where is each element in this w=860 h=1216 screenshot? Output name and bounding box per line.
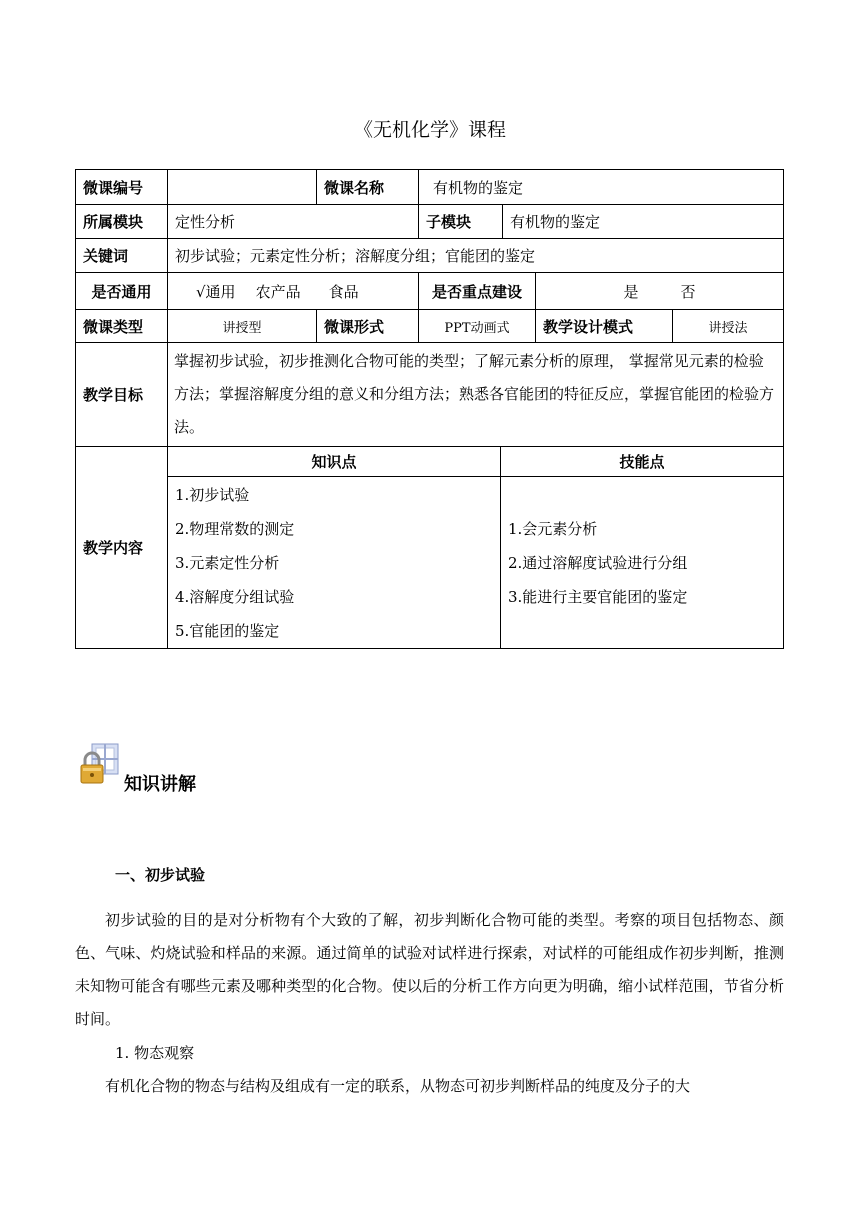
label-content: 教学内容 [76, 447, 168, 648]
subheading: 1. 物态观察 [115, 1044, 195, 1062]
course-info-table [75, 169, 784, 649]
table-row [75, 169, 784, 204]
paragraph: 初步试验的目的是对分析物有个大致的了解，初步判断化合物可能的类型。考察的项目包括物态、颜色、气味、灼烧试验和样品的来源。通过简单的试验对试样进行探索，对试样的可能组成作初步判断，推测未知物可能含有哪些元素及哪种类型的化合物。使以后的分析工作方向更为明确，缩小试样范围，节省分析时间。 [75, 911, 784, 1028]
value-key-build [536, 273, 783, 309]
content-body [168, 477, 783, 648]
option-no: 否 [680, 282, 696, 301]
label-design-mode: 教学设计模式 [536, 310, 673, 342]
value-goal: 掌握初步试验，初步推测化合物可能的类型；了解元素分析的原理， 掌握常见元素的检验方法；掌握溶解度分组的意义和分组方法；熟悉各官能团的特征反应，掌握官能团的检验方法。 [174, 352, 775, 436]
table-row [75, 272, 784, 309]
option-agri: 农产品 [255, 282, 301, 301]
value-course-name: 有机物的鉴定 [433, 178, 524, 197]
label-keywords: 关键词 [76, 239, 168, 272]
label-key-build: 是否重点建设 [419, 273, 536, 309]
label-module: 所属模块 [76, 205, 168, 238]
list-item: 5.官能团的鉴定 [175, 622, 280, 640]
content-grid [168, 447, 783, 648]
value-general [168, 273, 419, 309]
skill-header: 技能点 [619, 453, 665, 471]
label-goal: 教学目标 [76, 343, 168, 446]
label-type: 微课类型 [76, 310, 168, 342]
section-title: 知识讲解 [124, 774, 196, 795]
list-item: 3.元素定性分析 [175, 554, 280, 572]
label-submodule: 子模块 [419, 205, 503, 238]
value-form: PPT动画式 [419, 310, 536, 342]
lock-document-icon [78, 742, 122, 788]
table-row [75, 204, 784, 238]
table-row [75, 309, 784, 342]
value-submodule: 有机物的鉴定 [510, 213, 601, 231]
list-item: 1.会元素分析 [508, 520, 598, 538]
option-general: √通用 [196, 282, 236, 301]
document-title: 《无机化学》课程 [353, 119, 506, 141]
value-keywords: 初步试验；元素定性分析；溶解度分组；官能团的鉴定 [175, 247, 536, 265]
value-design-mode: 讲授法 [708, 320, 748, 336]
label-form: 微课形式 [317, 310, 419, 342]
skill-list [501, 477, 783, 648]
content-header [168, 447, 783, 477]
knowledge-header: 知识点 [168, 447, 501, 476]
value-type: 讲授型 [168, 310, 317, 342]
label-general: 是否通用 [76, 273, 168, 309]
label-course-name: 微课名称 [317, 170, 419, 204]
table-row [75, 446, 784, 649]
knowledge-list [168, 477, 501, 648]
value-course-id [168, 170, 317, 204]
table-row [75, 238, 784, 272]
paragraph: 有机化合物的物态与结构及组成有一定的联系，从物态可初步判断样品的纯度及分子的大 [105, 1077, 691, 1095]
list-item: 2.物理常数的测定 [175, 520, 295, 538]
list-item: 4.溶解度分组试验 [175, 588, 295, 606]
list-item: 3.能进行主要官能团的鉴定 [508, 588, 688, 606]
section-heading: 一、初步试验 [115, 866, 206, 884]
label-course-id: 微课编号 [76, 170, 168, 204]
value-module: 定性分析 [168, 205, 419, 238]
option-yes: 是 [623, 282, 639, 301]
option-food: 食品 [328, 282, 359, 301]
list-item: 2.通过溶解度试验进行分组 [508, 554, 688, 572]
list-item: 1.初步试验 [175, 486, 250, 504]
table-row [75, 342, 784, 446]
